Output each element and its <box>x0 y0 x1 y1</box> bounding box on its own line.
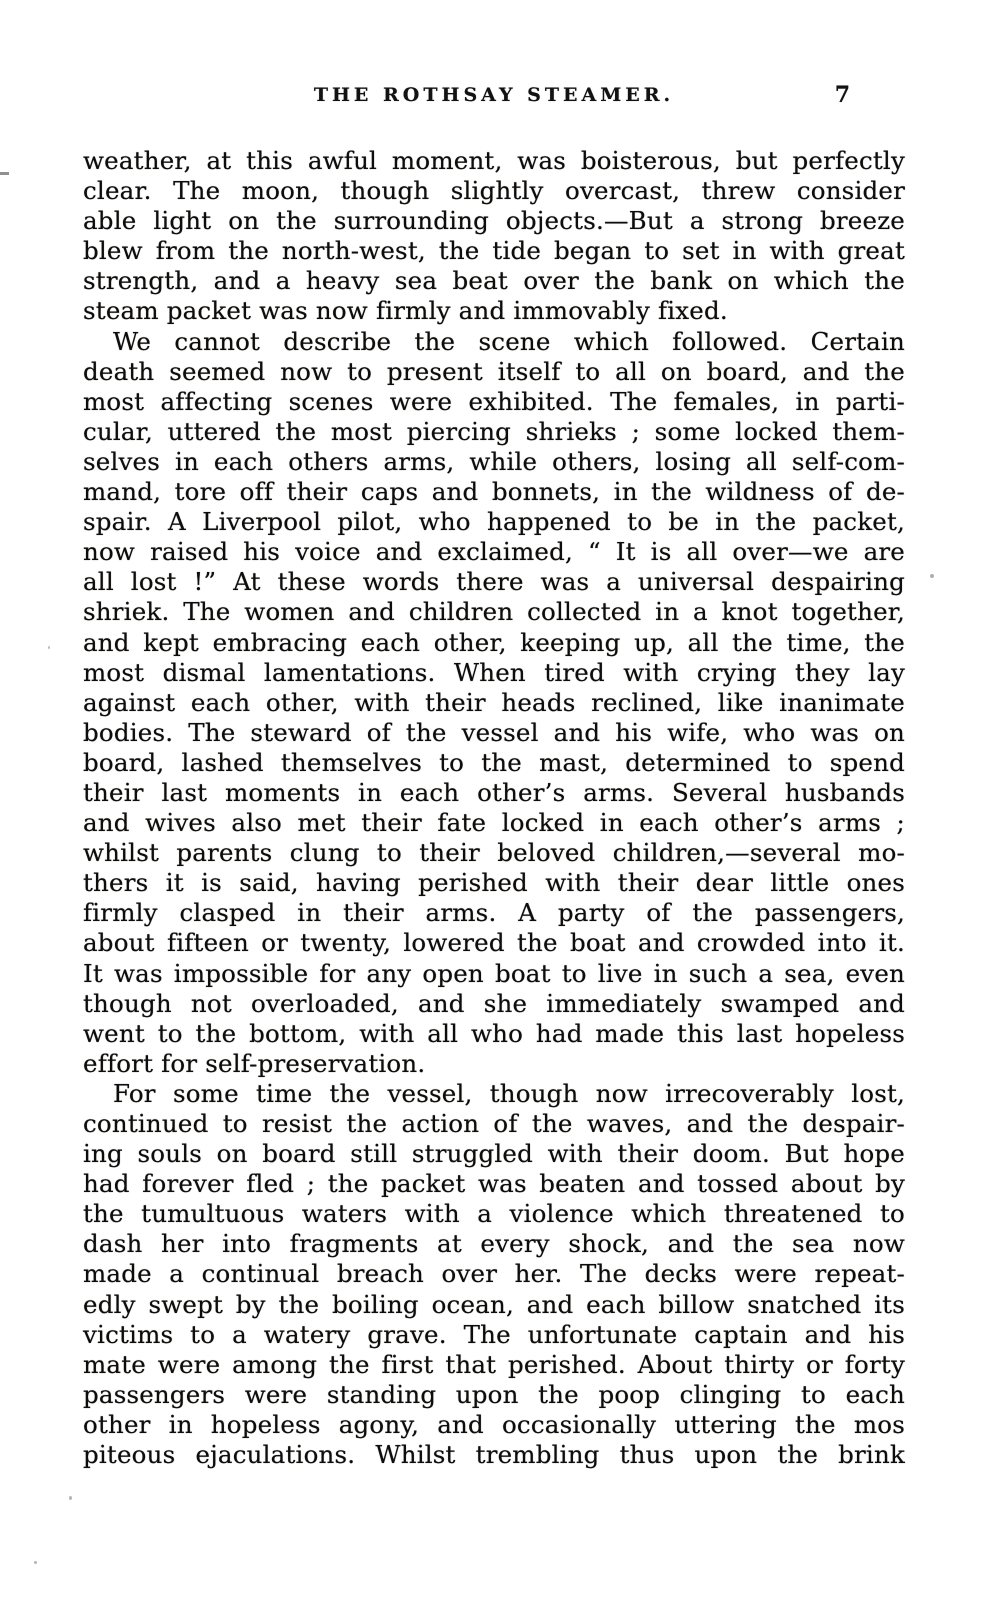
text-line: though not overloaded, and she immediately swamped and <box>83 988 905 1018</box>
text-line: most dismal lamentations. When tired with crying they lay <box>83 657 905 687</box>
text-line: selves in each others arms, while others, losing all self-com- <box>83 446 905 476</box>
text-line: now raised his voice and exclaimed, “ It is all over—we are <box>83 537 905 567</box>
page-header-row <box>83 84 905 110</box>
text-line: effort for self-preservation. <box>83 1048 426 1078</box>
text-line: ing souls on board still struggled with their doom. But hope <box>83 1139 905 1169</box>
text-line: cular, uttered the most piercing shrieks ; some locked them- <box>83 416 905 446</box>
text-line: death seemed now to present itself to all on board, and the <box>83 356 905 386</box>
text-line: firmly clasped in their arms. A party of the passengers, <box>83 898 905 928</box>
scan-artifact <box>48 646 50 649</box>
text-line: spair. A Liverpool pilot, who happened to be in the packet, <box>83 507 905 537</box>
text-line: bodies. The steward of the vessel and his wife, who was on <box>83 717 905 747</box>
scan-artifact <box>0 172 9 175</box>
text-line: whilst parents clung to their beloved children,—several mo- <box>83 838 905 868</box>
text-line: and wives also met their fate locked in each other’s arms ; <box>83 808 905 838</box>
scan-artifact <box>930 574 934 578</box>
page-number: 7 <box>834 82 850 108</box>
text-line: clear. The moon, though slightly overcast, threw consider <box>83 176 905 206</box>
text-line: For some time the vessel, though now irrecoverably lost, <box>113 1078 905 1108</box>
text-line: It was impossible for any open boat to live in such a sea, even <box>83 958 905 988</box>
text-line: made a continual breach over her. The decks were repeat- <box>83 1259 905 1289</box>
text-line: went to the bottom, with all who had made this last hopeless <box>83 1018 905 1048</box>
text-line: had forever fled ; the packet was beaten and tossed about by <box>83 1169 905 1199</box>
text-line: mand, tore off their caps and bonnets, in the wildness of de- <box>83 477 905 507</box>
text-line: other in hopeless agony, and occasionally uttering the mos <box>83 1409 905 1439</box>
text-line: most affecting scenes were exhibited. The females, in parti- <box>83 386 905 416</box>
text-line: board, lashed themselves to the mast, determined to spend <box>83 747 905 777</box>
text-line: against each other, with their heads reclined, like inanimate <box>83 687 905 717</box>
text-line: about fifteen or twenty, lowered the boat and crowded into it. <box>83 928 905 958</box>
text-line: We cannot describe the scene which followed. Certain <box>113 326 905 356</box>
text-line: continued to resist the action of the waves, and the despair- <box>83 1109 905 1138</box>
text-line: mate were among the first that perished. About thirty or forty <box>83 1349 905 1379</box>
text-line: all lost !” At these words there was a universal despairing <box>83 567 905 597</box>
text-line: dash her into fragments at every shock, and the sea now <box>83 1229 905 1259</box>
running-header: THE ROTHSAY STEAMER. <box>313 84 675 106</box>
text-line: steam packet was now firmly and immovably fixed. <box>83 296 728 326</box>
text-line: the tumultuous waters with a violence which threatened to <box>83 1199 905 1229</box>
body-text <box>83 146 905 1470</box>
scan-artifact <box>34 1561 37 1564</box>
text-line: able light on the surrounding objects.—But a strong breeze <box>83 206 905 236</box>
scan-artifact <box>69 1496 72 1500</box>
text-line: blew from the north-west, the tide began to set in with great <box>83 236 905 266</box>
text-line: and kept embracing each other, keeping up, all the time, the <box>83 627 905 657</box>
text-line: passengers were standing upon the poop clinging to each <box>83 1379 905 1409</box>
text-line: piteous ejaculations. Whilst trembling thus upon the brink <box>83 1440 905 1470</box>
text-line: victims to a watery grave. The unfortunate captain and his <box>83 1319 905 1349</box>
text-line: shriek. The women and children collected in a knot together, <box>83 597 905 627</box>
text-line: weather, at this awful moment, was boisterous, but perfectly <box>83 146 905 175</box>
text-line: strength, and a heavy sea beat over the bank on which the <box>83 266 905 296</box>
text-line: thers it is said, having perished with their dear little ones <box>83 868 905 898</box>
text-line: their last moments in each other’s arms. Several husbands <box>83 777 905 807</box>
text-line: edly swept by the boiling ocean, and each billow snatched its <box>83 1289 905 1319</box>
